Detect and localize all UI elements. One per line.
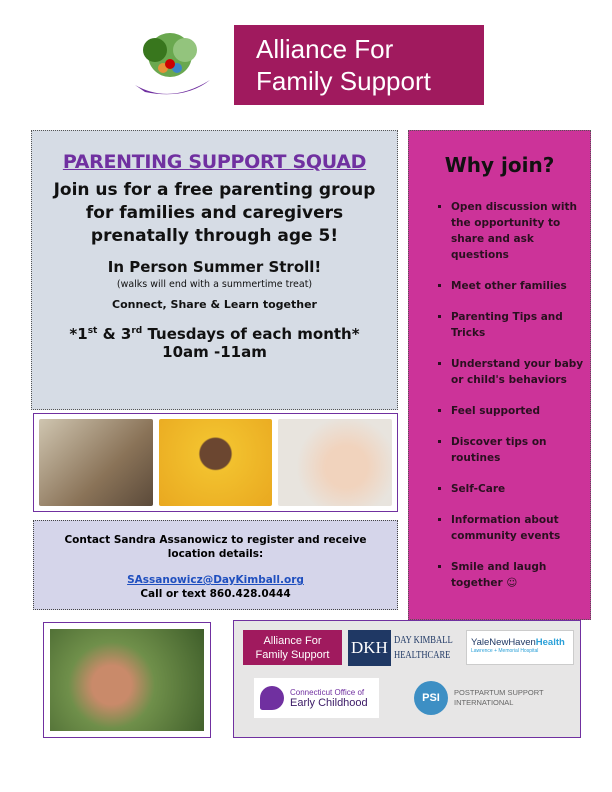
- event-note: (walks will end with a summertime treat): [116, 279, 313, 290]
- intro-line: prenatally through age 5!: [90, 226, 339, 246]
- hands-icon: [260, 686, 284, 710]
- alliance-banner: [234, 25, 484, 105]
- schedule-sup: rd: [131, 326, 143, 336]
- schedule-part: *1: [69, 325, 88, 343]
- list-item: ▪ Meet other families: [451, 278, 590, 294]
- logo-text: PSI: [414, 681, 448, 715]
- family-photo: [159, 419, 273, 506]
- logo-text: INTERNATIONAL: [454, 698, 514, 707]
- event-info-box: [31, 130, 398, 410]
- list-item: ▪ Understand your baby or child's behaviors: [451, 356, 590, 388]
- schedule-sup: st: [87, 326, 98, 336]
- contact-box: [33, 520, 398, 610]
- mother-child-photo: [43, 622, 211, 738]
- event-time: 10am -11am: [162, 343, 267, 361]
- list-item: ▪ Open discussion with the opportunity to share and ask questions: [451, 199, 590, 263]
- logo-text: DKH: [348, 630, 391, 666]
- intro-line: Join us for a free parenting group: [53, 180, 376, 200]
- intro-text: [32, 179, 397, 248]
- logo-text: YaleNewHaven: [471, 637, 536, 648]
- page-title: PARENTING SUPPORT SQUAD: [62, 151, 367, 173]
- family-photo: [278, 419, 392, 506]
- banner-line1: Alliance For: [256, 34, 394, 64]
- contact-text: Contact Sandra Assanowicz to register and receive location details:: [64, 534, 367, 560]
- day-kimball-logo: [348, 629, 458, 667]
- intro-line: for families and caregivers: [85, 203, 344, 223]
- event-name: In Person Summer Stroll!: [107, 258, 322, 276]
- schedule: [32, 325, 397, 343]
- logo-text: Family Support: [255, 649, 330, 661]
- phone: Call or text 860.428.0444: [140, 588, 291, 600]
- ct-early-childhood-logo: [254, 678, 379, 718]
- logo-text: DAY KIMBALL: [393, 634, 453, 646]
- logo-text: Lawrence + Memorial Hospital: [471, 648, 539, 654]
- list-item: ▪ Discover tips on routines: [451, 434, 590, 466]
- alliance-sponsor-logo: [243, 630, 342, 665]
- logo-text: POSTPARTUM SUPPORT: [454, 688, 544, 697]
- banner-line2: Family Support: [256, 66, 431, 96]
- list-item: ▪ Information about community events: [451, 512, 590, 544]
- benefits-list: [409, 199, 590, 591]
- schedule-part: Tuesdays of each month*: [142, 325, 360, 343]
- why-join-box: [408, 130, 591, 620]
- psi-logo: [414, 678, 574, 718]
- alliance-tree-logo: [125, 30, 215, 105]
- tagline: Connect, Share & Learn together: [112, 298, 317, 311]
- logo-text: Alliance For: [263, 635, 322, 647]
- schedule-part: & 3: [97, 325, 132, 343]
- family-photo-strip: [33, 413, 398, 512]
- sponsors-box: [233, 620, 581, 738]
- family-photo: [39, 419, 153, 506]
- list-item: ▪ Self-Care: [451, 481, 590, 497]
- logo-text: Early Childhood: [290, 697, 368, 709]
- yale-logo: [466, 630, 574, 665]
- why-heading: Why join?: [444, 153, 555, 177]
- list-item: ▪ Parenting Tips and Tricks: [451, 309, 590, 341]
- list-item: ▪ Smile and laugh together ☺: [451, 559, 590, 591]
- logo-text: Health: [535, 637, 565, 648]
- email-link[interactable]: SAssanowicz@DayKimball.org: [127, 574, 304, 586]
- logo-text: Connecticut Office of: [290, 688, 365, 697]
- logo-text: HEALTHCARE: [393, 649, 451, 661]
- list-item: ▪ Feel supported: [451, 403, 590, 419]
